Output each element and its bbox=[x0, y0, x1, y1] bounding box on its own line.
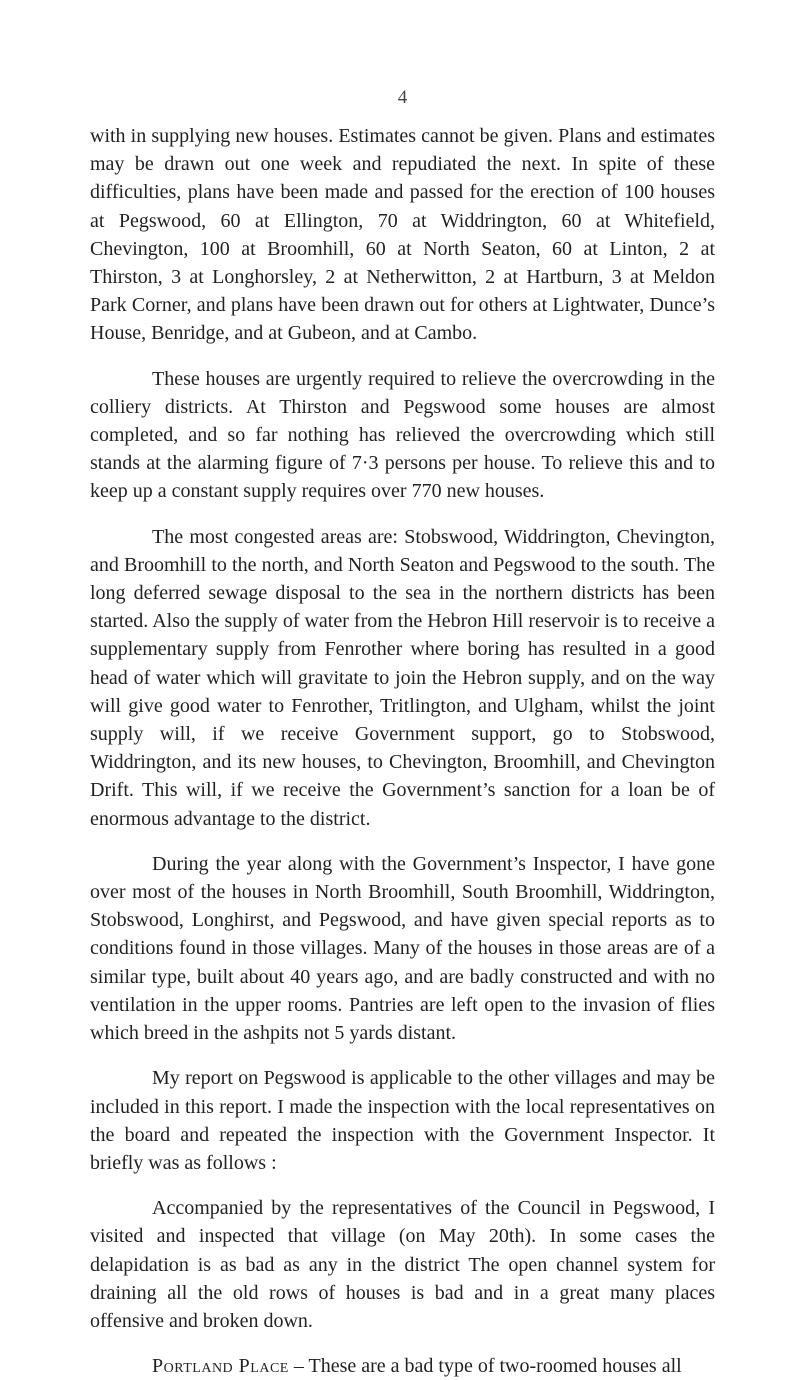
paragraph-pegswood-report: My report on Pegswood is applicable to the other villages and may be included in this report. I made the inspection with the local representatives on the board and repeated the inspection with the Government Inspector. It briefly was as follows : bbox=[90, 1067, 715, 1174]
paragraph-inspection: During the year along with the Government’s Inspector, I have gone over most of the houses in North Broomhill, South Broomhill, Widdrington, Stobswood, Longhirst, and Pegswood, and have given special reports as to conditions found in those villages. Many of the houses in those areas are of a similar type, built about 40 years ago, and are badly constructed and with no ventilation in the upper rooms. Pantries are left open to the invasion of flies which breed in the ashpits not 5 yards distant. bbox=[90, 852, 715, 1045]
page-number: 4 bbox=[397, 87, 408, 108]
paragraph-overcrowding: These houses are urgently required to relieve the overcrowding in the colliery districts. At Thirston and Pegswood some houses are almost completed, and so far nothing has relieved the overcrowding which still stands at the alarming figure of 7·3 persons per house. To relieve this and to keep up a constant supply requires over 770 new houses. bbox=[90, 367, 715, 503]
paragraph-congested-areas: The most congested areas are: Stobswood, Widdrington, Chevington, and Broomhill to the north, and North Seaton and Pegswood to the south. The long deferred sewage disposal to the sea in the northern districts has been started. Also the supply of water from the Hebron Hill reservoir is to receive a supplementary supply from Fenrother where boring has resulted in a good head of water which will gravitate to join the Hebron supply, and on the way will give good water to Fenrother, Tritlington, and Ulgham, whilst the joint supply will, if we receive Government support, go to Stobswood, Widdrington, and its new houses, to Chevington, Broomhill, and Chevington Drift. This will, if we receive the Government’s sanction for a loan be of enormous advantage to the district. bbox=[90, 525, 715, 830]
heading-separator: – bbox=[288, 1355, 309, 1378]
portland-place-heading: Portland Place bbox=[152, 1355, 289, 1378]
portland-place-text: These are a bad type of two-roomed houses all bbox=[308, 1355, 682, 1378]
paragraph-portland-place bbox=[90, 1352, 715, 1380]
paragraph-housing-plans: with in supplying new houses. Estimates cannot be given. Plans and estimates may be drawn out one week and repudiated the next. In spite of these difficulties, plans have been made and passed for the erection of 100 houses at Pegswood, 60 at Ellington, 70 at Widdrington, 60 at Whitefield, Chevington, 100 at Broomhill, 60 at North Seaton, 60 at Linton, 2 at Thirston, 3 at Longhorsley, 2 at Netherwitton, 2 at Hartburn, 3 at Meldon Park Corner, and plans have been drawn out for others at Lightwater, Dunce’s House, Benridge, and at Gubeon, and at Cambo. bbox=[90, 125, 715, 345]
paragraph-pegswood-visit: Accompanied by the representatives of the Council in Pegswood, I visited and inspected that village (on May 20th). In some cases the delapidation is as bad as any in the district The open channel system for draining all the old rows of houses is bad and in a great many places offensive and broken down. bbox=[90, 1197, 715, 1332]
